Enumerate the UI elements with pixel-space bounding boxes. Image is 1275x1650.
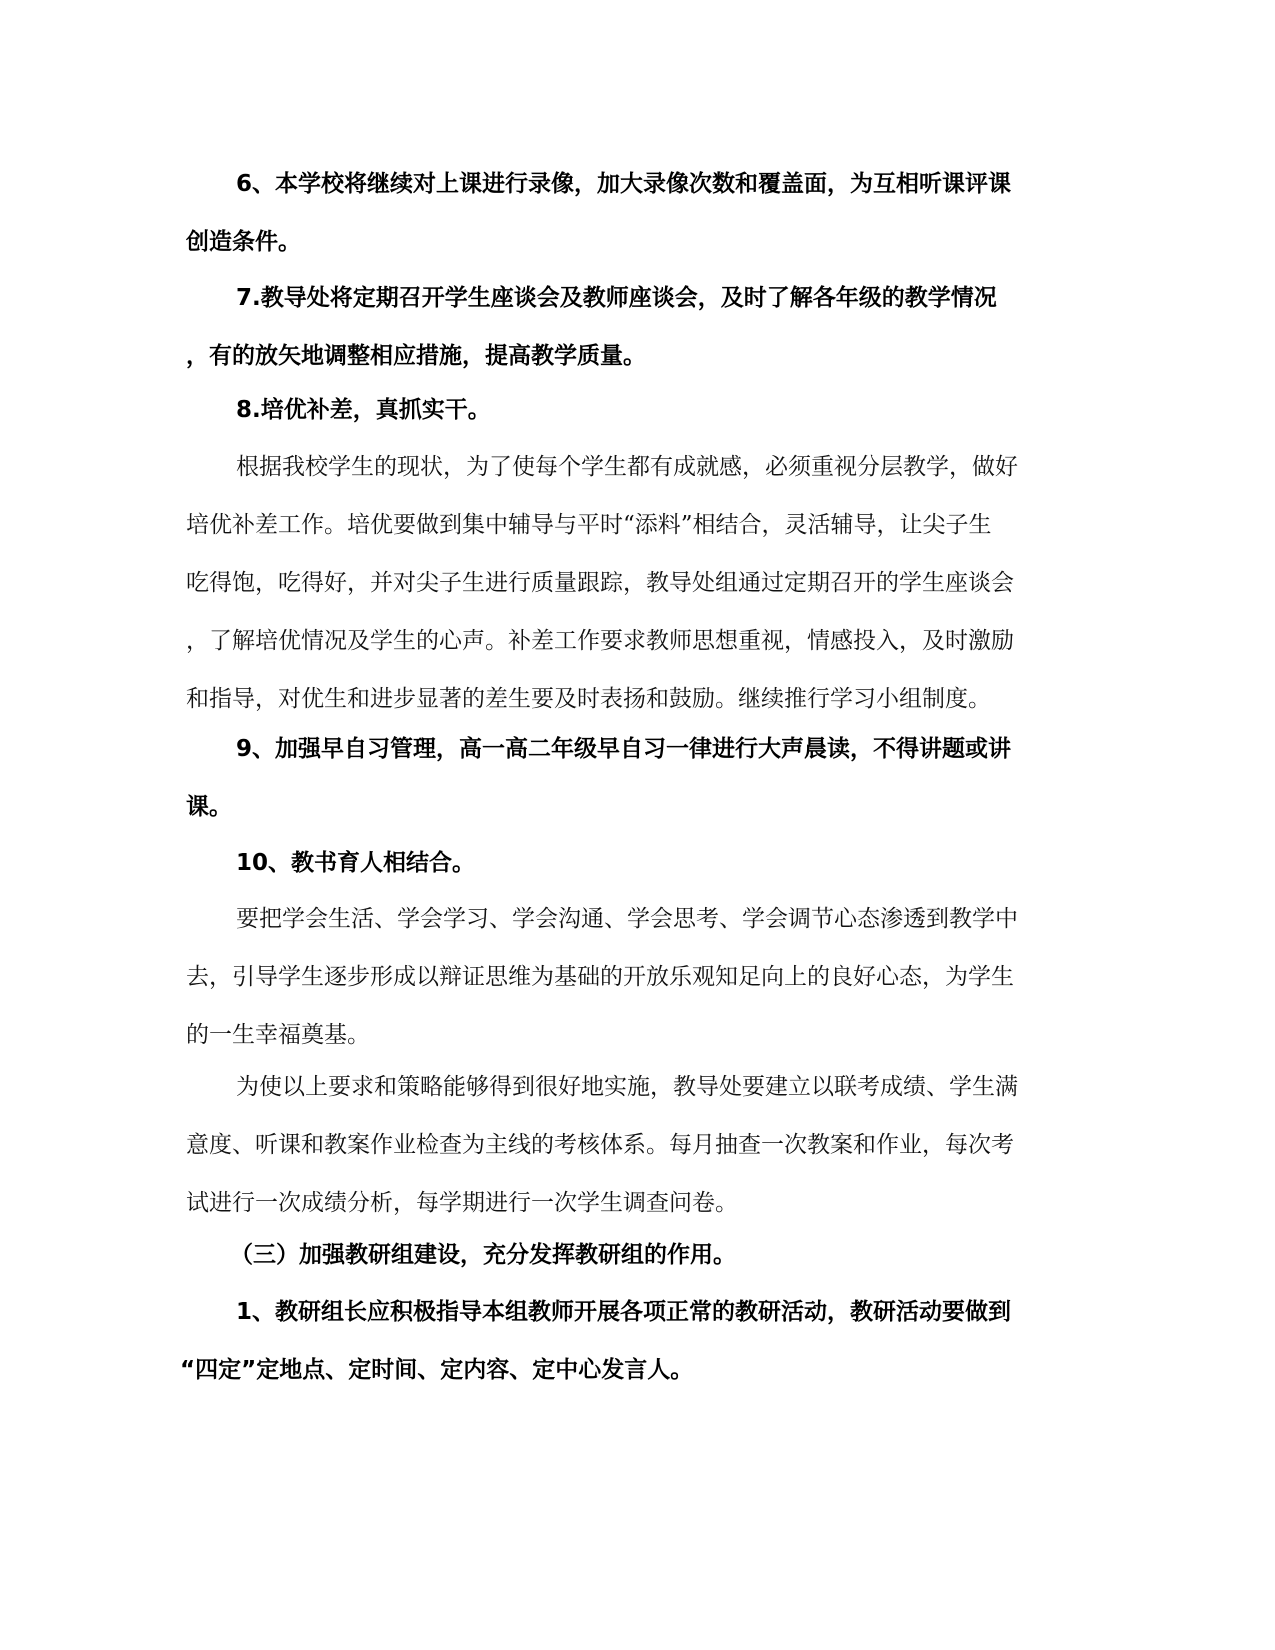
paragraph-item-6 [186, 155, 1086, 271]
text-line: ，了解培优情况及学生的心声。补差工作要求教师思想重视，情感投入，及时激励 [186, 628, 1014, 654]
paragraph-body-10 [186, 890, 1086, 1064]
text-line: 创造条件。 [186, 229, 301, 255]
text-line: 6、本学校将继续对上课进行录像，加大录像次数和覆盖面，为互相听课评课 [236, 171, 1012, 197]
text-line: （三）加强教研组建设，充分发挥教研组的作用。 [230, 1242, 736, 1268]
text-line: 试进行一次成绩分析，每学期进行一次学生调查问卷。 [186, 1190, 738, 1216]
paragraph-summary [186, 1058, 1086, 1232]
paragraph-item-7 [186, 269, 1086, 385]
text-line: 培优补差工作。培优要做到集中辅导与平时“添料”相结合，灵活辅导，让尖子生 [186, 512, 992, 538]
text-line: 9、加强早自习管理，高一高二年级早自习一律进行大声晨读，不得讲题或讲 [236, 736, 1012, 762]
text-line: 根据我校学生的现状，为了使每个学生都有成就感，必须重视分层教学，做好 [236, 454, 1018, 480]
text-line: 去，引导学生逐步形成以辩证思维为基础的开放乐观知足向上的良好心态，为学生 [186, 964, 1014, 990]
section-heading-3 [186, 1226, 1086, 1284]
text-line: 7.教导处将定期召开学生座谈会及教师座谈会，及时了解各年级的教学情况 [236, 285, 997, 311]
text-line: ，有的放矢地调整相应措施，提高教学质量。 [186, 343, 646, 369]
text-line: 吃得饱，吃得好，并对尖子生进行质量跟踪，教导处组通过定期召开的学生座谈会 [186, 570, 1014, 596]
paragraph-s3-item-1 [180, 1283, 1086, 1399]
paragraph-item-9 [186, 720, 1086, 836]
text-line: 为使以上要求和策略能够得到很好地实施，教导处要建立以联考成绩、学生满 [236, 1074, 1018, 1100]
text-line: 1、教研组长应积极指导本组教师开展各项正常的教研活动，教研活动要做到 [236, 1299, 1012, 1325]
text-line: 意度、听课和教案作业检查为主线的考核体系。每月抽查一次教案和作业，每次考 [186, 1132, 1014, 1158]
text-line: 10、教书育人相结合。 [236, 850, 476, 876]
paragraph-item-8 [186, 381, 1086, 439]
text-line: 课。 [186, 794, 232, 820]
paragraph-item-10 [186, 834, 1086, 892]
text-line: 8.培优补差，真抓实干。 [236, 397, 491, 423]
paragraph-body-8 [186, 438, 1086, 728]
text-line: 的一生幸福奠基。 [186, 1022, 370, 1048]
text-line: 和指导，对优生和进步显著的差生要及时表扬和鼓励。继续推行学习小组制度。 [186, 686, 991, 712]
text-line: 要把学会生活、学会学习、学会沟通、学会思考、学会调节心态渗透到教学中 [236, 906, 1018, 932]
text-line: “四定”定地点、定时间、定内容、定中心发言人。 [180, 1357, 694, 1383]
